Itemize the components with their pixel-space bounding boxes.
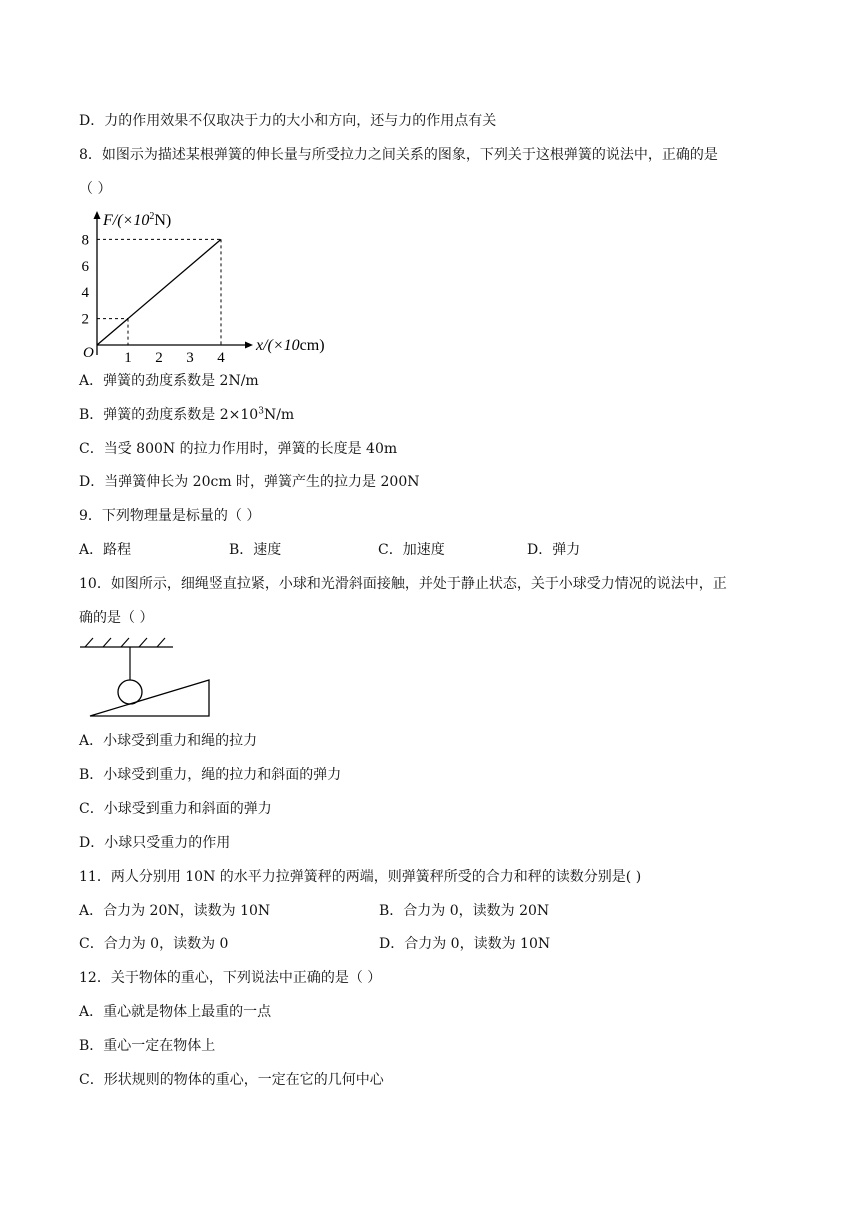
q11-option-a: A．合力为 20N，读数为 10N — [79, 903, 271, 919]
x-tick-label-1: 1 — [124, 350, 132, 365]
x-tick-label-3: 3 — [186, 350, 194, 365]
x-tick-label-2: 2 — [155, 350, 163, 365]
q11-stem: 11．两人分别用 10N 的水平力拉弹簧秤的两端，则弹簧秤所受的合力和秤的读数分别是( ) — [79, 869, 642, 885]
q10-option-b: B．小球受到重力，绳的拉力和斜面的弹力 — [79, 767, 342, 783]
q12-option-a: A．重心就是物体上最重的一点 — [79, 1004, 272, 1020]
q10-option-d: D．小球只受重力的作用 — [79, 835, 231, 851]
q8-option-b: B．弹簧的劲度系数是 $2\times 10^3N/m$ — [79, 406, 295, 423]
q8-option-c: C．当受 800N 的拉力作用时，弹簧的长度是 40m — [79, 441, 398, 457]
q10-option-c: C．小球受到重力和斜面的弹力 — [79, 801, 272, 817]
ceiling-hatch — [85, 638, 165, 647]
q8-option-a: A．弹簧的劲度系数是 2N/m — [79, 373, 259, 389]
q9-option-c: C．加速度 — [378, 542, 445, 558]
q10-option-a: A．小球受到重力和绳的拉力 — [79, 733, 258, 749]
y-tick-label-8: 8 — [81, 232, 89, 249]
y-tick-label-4: 4 — [81, 285, 89, 302]
q9-option-a: A．路程 — [79, 542, 132, 558]
q11-option-c: C．合力为 0，读数为 0 — [79, 936, 229, 952]
incline — [90, 680, 209, 716]
q11-option-d: D．合力为 0，读数为 10N — [379, 936, 551, 952]
ball — [118, 680, 142, 704]
x-tick-label-4: 4 — [217, 350, 225, 365]
q9-stem: 9．下列物理量是标量的（ ） — [79, 508, 261, 524]
y-tick-label-2: 2 — [81, 311, 89, 328]
q12-option-b: B．重心一定在物体上 — [79, 1038, 216, 1054]
q8-stem-line2: （ ） — [79, 181, 112, 197]
q10-stem-line2: 确的是（ ） — [79, 610, 154, 626]
q8-option-d: D．当弹簧伸长为 20cm 时，弹簧产生的拉力是 200N — [79, 474, 420, 490]
x-axis-label: x/(×10cm) — [256, 337, 325, 354]
q10-stem-line1: 10．如图所示，细绳竖直拉紧，小球和光滑斜面接触，并处于静止状态，关于小球受力情况的说法中，正 — [79, 576, 727, 592]
y-axis-label: $F/(\times 10^2N)$ — [103, 211, 172, 229]
y-axis-arrow — [94, 211, 101, 219]
q9-option-b: B．速度 — [229, 542, 282, 558]
x-axis-arrow — [245, 342, 253, 349]
q12-stem: 12．关于物体的重心，下列说法中正确的是（ ） — [79, 970, 382, 986]
q9-option-d: D．弹力 — [527, 542, 581, 558]
q8-force-extension-graph — [75, 205, 345, 365]
q8-stem-line1: 8．如图示为描述某根弹簧的伸长量与所受拉力之间关系的图象，下列关于这根弹簧的说法中，正确的是 — [79, 147, 718, 163]
origin-label: O — [83, 345, 94, 361]
y-tick-label-6: 6 — [81, 258, 89, 275]
force-extension-line — [97, 239, 221, 345]
q11-option-b: B．合力为 0，读数为 20N — [379, 903, 550, 919]
q10-ball-incline-diagram — [75, 635, 220, 725]
q12-option-c: C．形状规则的物体的重心，一定在它的几何中心 — [79, 1072, 384, 1088]
q7-option-d: D．力的作用效果不仅取决于力的大小和方向，还与力的作用点有关 — [79, 113, 497, 129]
